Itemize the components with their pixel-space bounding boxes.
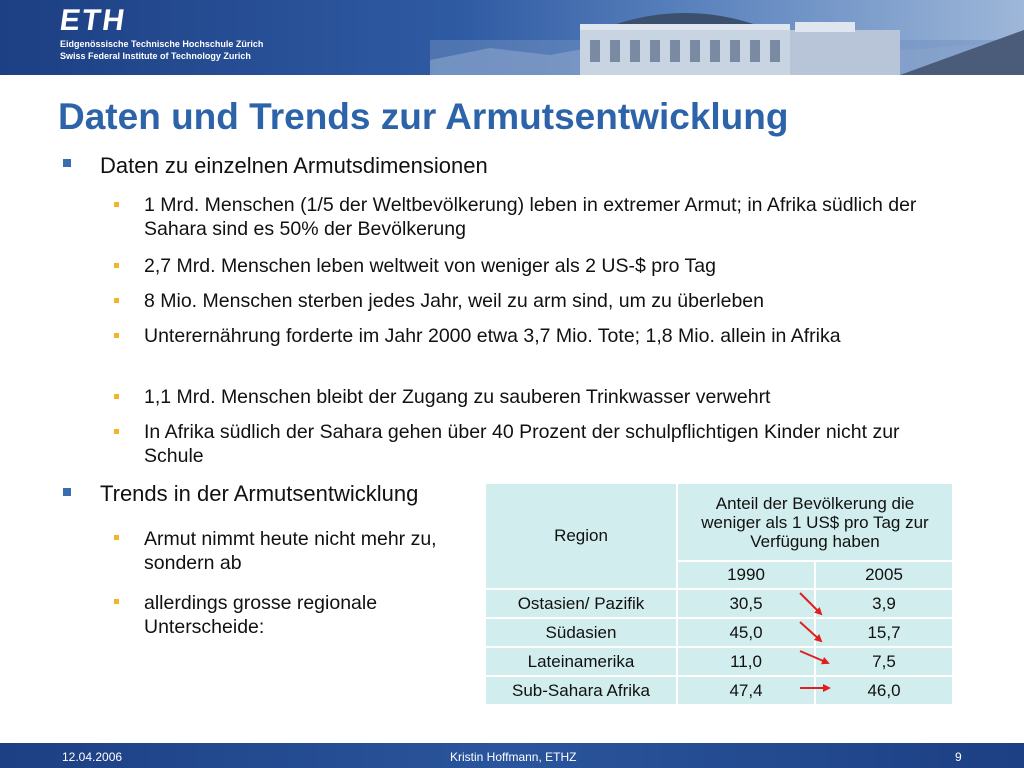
- value-2005-cell: 15,7: [815, 618, 953, 647]
- year-header: 1990: [677, 561, 815, 589]
- slide-title: Daten und Trends zur Armutsentwicklung: [58, 96, 789, 137]
- region-cell: Ostasien/ Pazifik: [485, 589, 677, 618]
- decrease-arrow-icon: [800, 622, 821, 641]
- section1-item: 1,1 Mrd. Menschen bleibt der Zugang zu sauberen Trinkwasser verwehrt: [144, 386, 771, 408]
- section2-item: allerdings grosse regionale Unterscheide:: [144, 592, 378, 638]
- eth-logo: ETH: [57, 4, 129, 37]
- section1-heading: Daten zu einzelnen Armutsdimensionen: [100, 153, 488, 178]
- region-cell: Sub-Sahara Afrika: [485, 676, 677, 705]
- decrease-arrow-icon: [800, 593, 821, 614]
- decrease-arrow-icon: [800, 651, 828, 663]
- value-1990-cell: 30,5: [677, 589, 815, 618]
- footer-date: 12.04.2006: [62, 750, 123, 764]
- region-column-header: Region: [485, 483, 677, 589]
- year-header: 2005: [815, 561, 953, 589]
- section1-item: 2,7 Mrd. Menschen leben weltweit von weniger als 2 US-$ pro Tag: [144, 255, 716, 277]
- value-1990-cell: 45,0: [677, 618, 815, 647]
- value-column-header: Anteil der Bevölkerung die weniger als 1 US$ pro Tag zur Verfügung haben: [677, 483, 953, 561]
- value-1990-cell: 47,4: [677, 676, 815, 705]
- value-1990-cell: 11,0: [677, 647, 815, 676]
- page-number: 9: [955, 750, 962, 764]
- footer-author: Kristin Hoffmann, ETHZ: [450, 750, 577, 764]
- region-cell: Südasien: [485, 618, 677, 647]
- institution-name-en: Swiss Federal Institute of Technology Zurich: [60, 51, 251, 61]
- footer-bar: [0, 743, 1024, 768]
- section2-item: Armut nimmt heute nicht mehr zu, sondern ab: [144, 528, 437, 574]
- value-2005-cell: 46,0: [815, 676, 953, 705]
- value-2005-cell: 3,9: [815, 589, 953, 618]
- section2-heading: Trends in der Armutsentwicklung: [100, 481, 419, 506]
- section1-item: In Afrika südlich der Sahara gehen über 40 Prozent der schulpflichtigen Kinder nicht zur Schule: [144, 421, 900, 467]
- section1-item: Unterernährung forderte im Jahr 2000 etwa 3,7 Mio. Tote; 1,8 Mio. allein in Afrika: [144, 325, 841, 347]
- institution-name-de: Eidgenössische Technische Hochschule Zürich: [60, 39, 264, 49]
- section1-item: 8 Mio. Menschen sterben jedes Jahr, weil zu arm sind, um zu überleben: [144, 290, 764, 312]
- section1-item: 1 Mrd. Menschen (1/5 der Weltbevölkerung) leben in extremer Armut; in Afrika südlich der Sahara sind es 50% der Bevölkerung: [144, 194, 917, 240]
- value-2005-cell: 7,5: [815, 647, 953, 676]
- region-cell: Lateinamerika: [485, 647, 677, 676]
